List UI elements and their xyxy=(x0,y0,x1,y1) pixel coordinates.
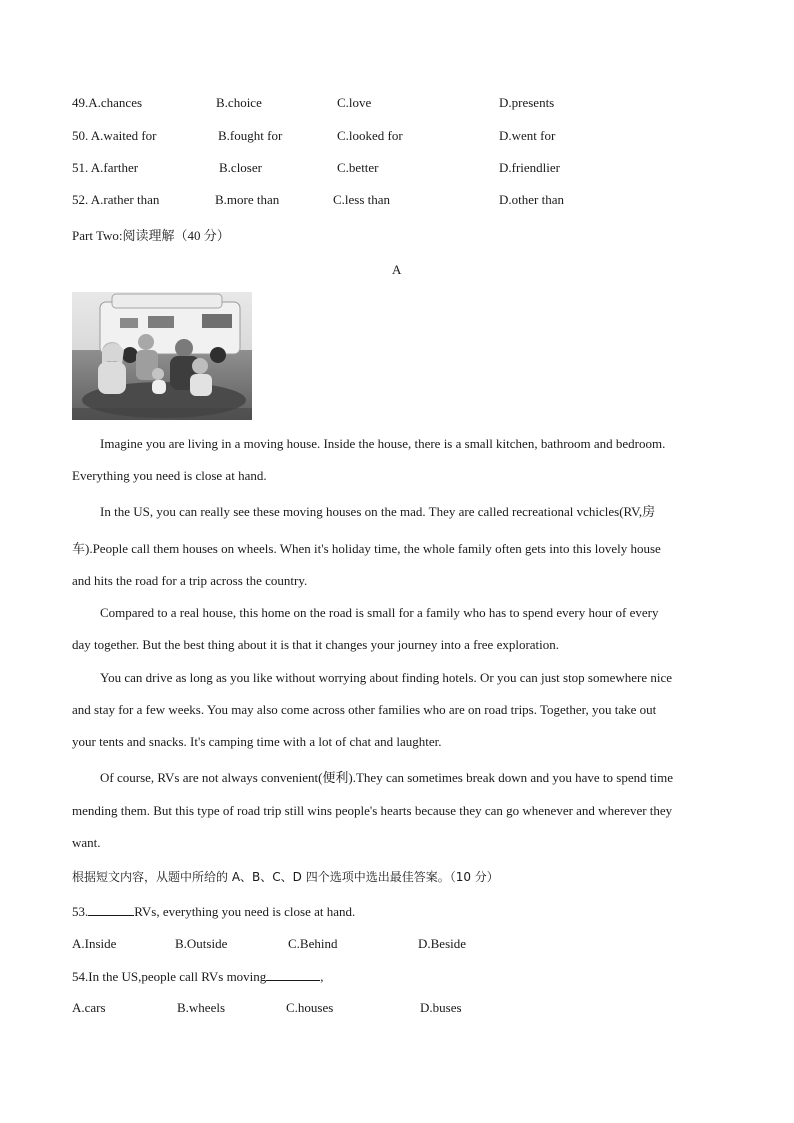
question-52 xyxy=(0,192,794,208)
instruction-text: 根据短文内容，从题中所给的 A、B、C、D 四个选项中选出最佳答案。（10 分） xyxy=(72,870,499,884)
option-a: A.rather than xyxy=(90,192,160,207)
question-number: 53. xyxy=(72,904,89,919)
question-51 xyxy=(0,160,794,176)
passage-line: your tents and snacks. It's camping time with a lot of chat and laughter. xyxy=(72,734,442,749)
question-53-stem xyxy=(72,903,355,920)
passage-line: and stay for a few weeks. You may also come across other families who are on road trips. Together, you take out xyxy=(72,702,657,717)
option-b: B.fought for xyxy=(218,128,283,143)
option-c: C.less than xyxy=(333,192,391,207)
option-d: D.went for xyxy=(499,128,556,143)
photo-illustration xyxy=(72,292,252,420)
option-c: C.Behind xyxy=(288,936,338,951)
section-heading: Part Two:阅读理解（40 分） xyxy=(72,228,230,243)
question-53-options xyxy=(0,936,794,952)
question-49 xyxy=(0,95,794,111)
question-number: 51. A.farther xyxy=(72,160,139,175)
passage-line: Of course, RVs are not always convenient(便利).They can sometimes break down and you have to spend time xyxy=(100,770,673,785)
option-a: A.waited for xyxy=(90,128,157,143)
question-number: 52. A.rather than xyxy=(72,192,160,207)
rv-family-photo xyxy=(72,292,252,420)
passage-line: You can drive as long as you like without worrying about finding hotels. Or you can just stop somewhere nice xyxy=(100,670,673,685)
passage-line: and hits the road for a trip across the country. xyxy=(72,573,308,588)
passage-line: Imagine you are living in a moving house. Inside the house, there is a small kitchen, bathroom and bedroom. xyxy=(100,436,666,451)
option-d: D.Beside xyxy=(418,936,467,951)
option-d: D.presents xyxy=(499,95,555,110)
option-c: C.houses xyxy=(286,1000,334,1015)
option-a: A.farther xyxy=(90,160,139,175)
question-text: 54.In the US,people call RVs moving xyxy=(72,969,267,984)
option-a: A.cars xyxy=(72,1000,106,1015)
passage-line: Everything you need is close at hand. xyxy=(72,468,267,483)
option-c: C.looked for xyxy=(337,128,403,143)
answer-blank[interactable] xyxy=(266,968,320,981)
option-b: B.closer xyxy=(219,160,262,175)
option-b: B.more than xyxy=(215,192,280,207)
option-c: C.better xyxy=(337,160,379,175)
option-a: A.chances xyxy=(88,95,143,110)
option-d: D.friendlier xyxy=(499,160,561,175)
question-text: RVs, everything you need is close at hand. xyxy=(134,904,356,919)
option-b: B.choice xyxy=(216,95,262,110)
option-b: B.wheels xyxy=(177,1000,226,1015)
passage-title: A xyxy=(392,262,402,277)
question-number: 49.A.chances xyxy=(72,95,143,110)
question-50 xyxy=(0,128,794,144)
question-54-stem: 54.In the US,people call RVs moving , xyxy=(72,969,324,984)
passage-line: Compared to a real house, this home on the road is small for a family who has to spend every hour of every xyxy=(100,605,659,620)
option-d: D.other than xyxy=(499,192,564,207)
passage-line: day together. But the best thing about it is that it changes your journey into a free exploration. xyxy=(72,637,560,652)
option-c: C.love xyxy=(337,95,372,110)
option-d: D.buses xyxy=(420,1000,462,1015)
passage-line: want. xyxy=(72,835,101,850)
option-a: A.Inside xyxy=(72,936,117,951)
question-54-options xyxy=(0,1000,794,1016)
passage-line: 车).People call them houses on wheels. When it's holiday time, the whole family often gets into this lovely house xyxy=(72,541,661,556)
option-b: B.Outside xyxy=(175,936,228,951)
passage-line: In the US, you can really see these moving houses on the mad. They are called recreational vchicles(RV,房 xyxy=(100,504,656,519)
passage-line: mending them. But this type of road trip still wins people's hearts because they can go whenever and wherever they xyxy=(72,803,673,818)
question-number: 50. A.waited for xyxy=(72,128,157,143)
answer-blank[interactable] xyxy=(88,903,134,916)
